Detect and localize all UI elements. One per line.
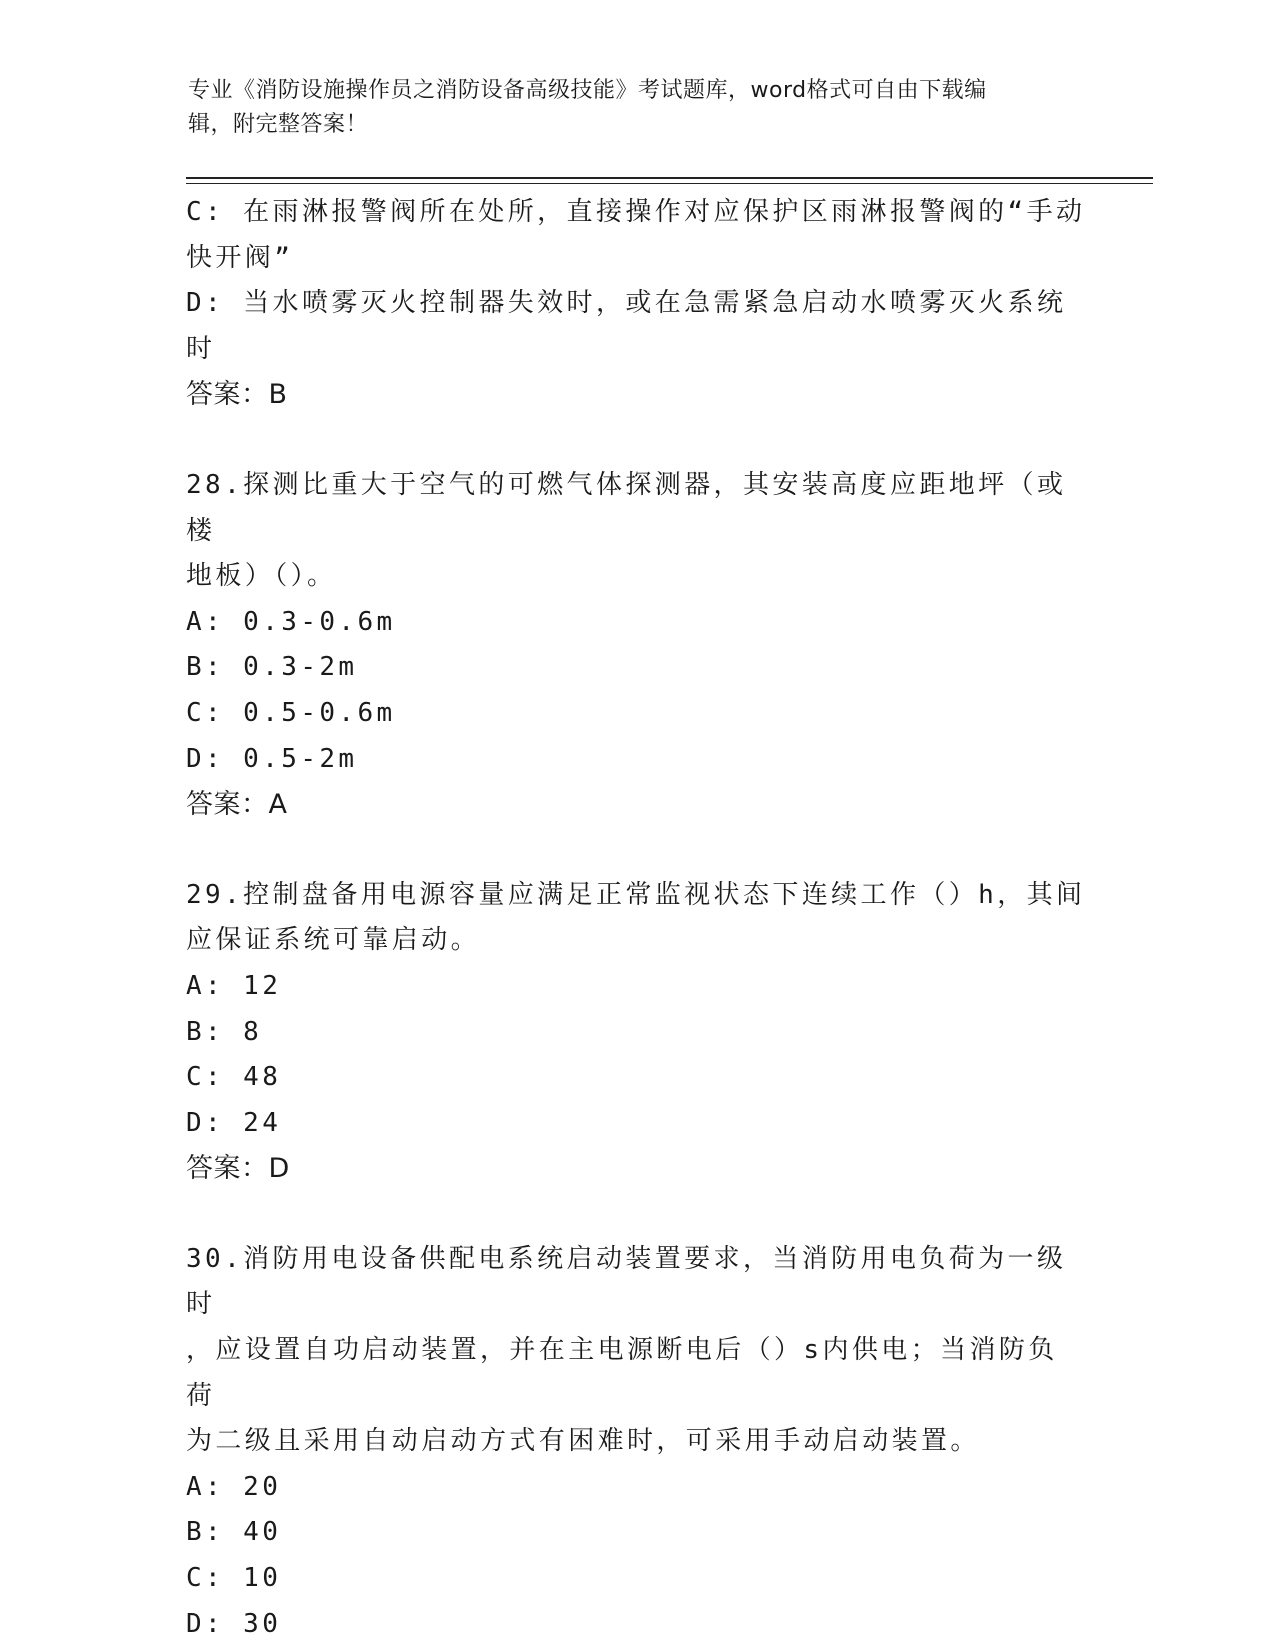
question-30-option-d: D: 30: [186, 1608, 282, 1639]
question-28-option-c: C: 0.5-0.6m: [186, 697, 396, 728]
question-28-option-a: A: 0.3-0.6m: [186, 606, 396, 637]
prev-answer: 答案：B: [186, 379, 288, 411]
question-30-line-2: ，应设置自功启动装置，并在主电源断电后（）s内供电；当消防负荷: [186, 1335, 1058, 1411]
header-divider-thin: [186, 183, 1153, 184]
question-29-line-1: 29.控制盘备用电源容量应满足正常监视状态下连续工作（）h，其间: [186, 879, 1086, 910]
question-30-option-a: A: 20: [186, 1471, 282, 1502]
question-28-option-d: D: 0.5-2m: [186, 743, 358, 774]
prev-option-c-line-1: C: 在雨淋报警阀所在处所，直接操作对应保护区雨淋报警阀的“手动: [186, 197, 1086, 227]
question-29-option-d: D: 24: [186, 1107, 282, 1138]
question-28-option-b: B: 0.3-2m: [186, 652, 358, 683]
question-30-line-1: 30.消防用电设备供配电系统启动装置要求，当消防用电负荷为一级时: [186, 1243, 1067, 1320]
prev-option-d: D: 当水喷雾灭火控制器失效时，或在急需紧急启动水喷雾灭火系统时: [186, 288, 1067, 364]
question-29-option-a: A: 12: [186, 970, 282, 1001]
question-30-option-b: B: 40: [186, 1517, 282, 1548]
prev-option-c-line-2: 快开阀”: [186, 242, 294, 273]
question-29-option-c: C: 48: [186, 1062, 282, 1093]
question-30-option-c: C: 10: [186, 1563, 282, 1594]
question-28-answer: 答案：A: [186, 789, 288, 821]
question-content: [186, 190, 1086, 1647]
header-line-2: 辑，附完整答案！: [188, 112, 369, 137]
question-28-line-2: 地板）（）。: [186, 561, 337, 592]
header-line-1: 专业《消防设施操作员之消防设备高级技能》考试题库，word格式可自由下载编: [188, 78, 987, 103]
question-29-answer: 答案：D: [186, 1153, 290, 1185]
document-header: [188, 74, 1068, 142]
question-29-line-2: 应保证系统可靠启动。: [186, 925, 481, 956]
question-28-line-1: 28.探测比重大于空气的可燃气体探测器，其安装高度应距地坪（或楼: [186, 469, 1067, 546]
question-30-line-3: 为二级且采用自动启动方式有困难时，可采用手动启动装置。: [186, 1426, 980, 1457]
question-29-option-b: B: 8: [186, 1016, 263, 1047]
header-divider-thick: [186, 177, 1153, 179]
